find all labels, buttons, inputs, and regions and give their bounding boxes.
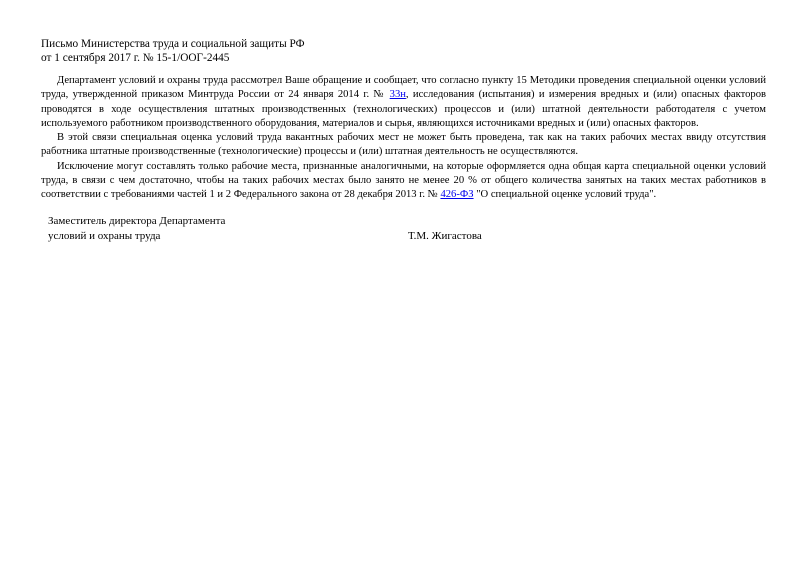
signature-line2 [48, 229, 568, 244]
order-33n-link[interactable]: 33н [389, 89, 406, 101]
law-426-fz-link[interactable]: 426-ФЗ [440, 189, 474, 201]
document-header [41, 37, 305, 65]
paragraph-1-text-start: Департамент условий и охраны труда рассмотрел Ваше обращение и сообщает, что согласно пункту 15 Методики проведения специальной оценки условий труда, утвержденной приказом Минтруда России от 24 января 2014 г. № [41, 75, 766, 101]
document-date-number: от 1 сентября 2017 г. № 15-1/ООГ-2445 [41, 52, 230, 64]
signer-position-line2: условий и охраны труда [48, 229, 161, 242]
paragraph-3 [41, 160, 766, 203]
paragraph-3-text-end: "О специальной оценке условий труда". [473, 189, 657, 201]
document-title: Письмо Министерства труда и социальной защиты РФ [41, 38, 305, 50]
signer-position-line1: Заместитель директора Департамента [48, 215, 226, 227]
paragraph-3-text-start: Исключение могут составлять только рабочие места, признанные аналогичными, на которые оформляется одна общая карта специальной оценки условий труда, в связи с чем достаточно, чтобы на таких рабочих местах было занято не менее 20 % от общего количества занятых на таких местах работников в соответствии с требованиями частей 1 и 2 Федерального закона от 28 декабря 2013 г. № [41, 160, 766, 201]
document-body [41, 74, 766, 203]
signer-name: Т.М. Жигастова [408, 229, 482, 242]
paragraph-1-text-end: , исследования (испытания) и измерения вредных и (или) опасных факторов проводятся в ходе осуществления штатных производственных (технологических) процессов и (или) штатной деятельности работодателя с учетом используемого работником производственного оборудования, материалов и сырья, являющихся источниками вредных и (или) опасных факторов. [41, 89, 767, 129]
signature-block [48, 214, 568, 244]
paragraph-1 [41, 74, 766, 131]
paragraph-2: В этой связи специальная оценка условий труда вакантных рабочих мест не может быть проведена, так как на таких рабочих местах ввиду отсутствия работника штатные производственные (технологические) процессы и (или) штатная деятельность не осуществляются. [41, 132, 766, 158]
